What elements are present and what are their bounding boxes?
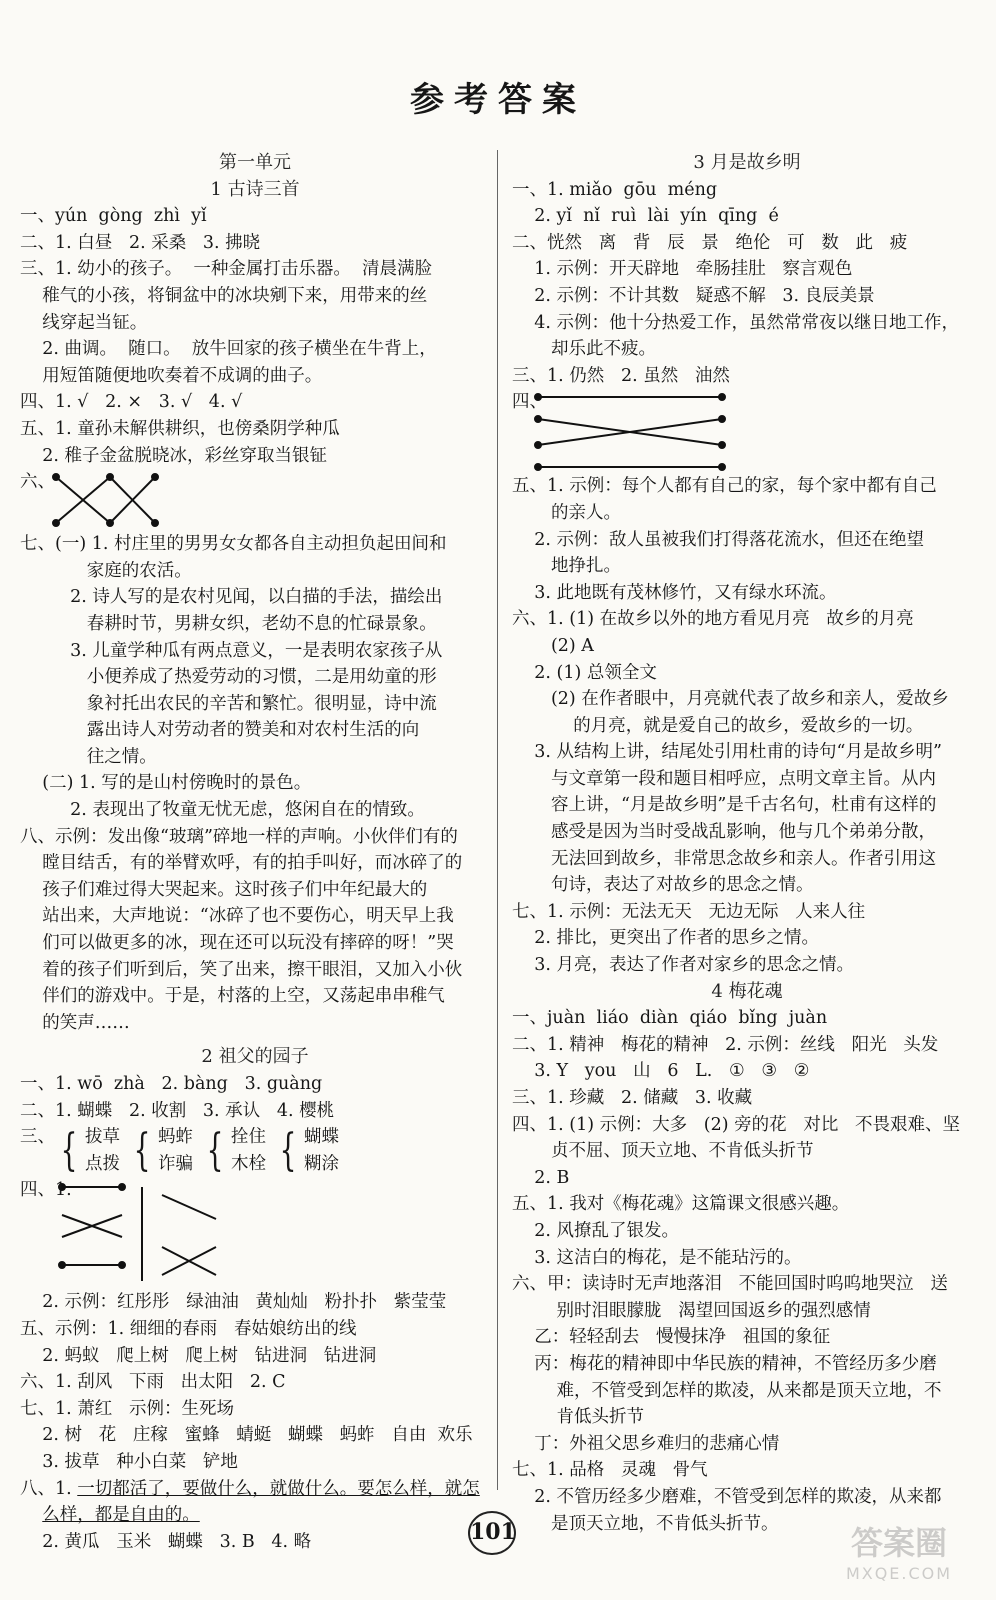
answer-line: 六、1. (1) 在故乡以外的地方看见月亮 故乡的月亮 [512, 609, 914, 630]
answer-line: 二、1. 蝴蝶 2. 收割 3. 承认 4. 樱桃 [20, 1100, 335, 1121]
answer-line: 小便养成了热爱劳动的习惯，二是用幼童的形 [20, 667, 437, 688]
answer-line: 2. 示例：红彤彤 绿油油 黄灿灿 粉扑扑 紫莹莹 [20, 1292, 447, 1313]
answer-line: 五、1. 童孙未解供耕织，也傍桑阴学种瓜 [20, 418, 340, 439]
page-number: 101 [468, 1511, 516, 1555]
answer-line: 肯低头折节 [512, 1407, 645, 1428]
answer-line: 乙：轻轻刮去 慢慢抹净 祖国的象征 [512, 1327, 831, 1348]
word-pair-group [55, 1124, 120, 1177]
answer-line: 贞不屈、顶天立地、不肯低头折节 [512, 1141, 814, 1162]
answer-line: 2. 蚂蚁 爬上树 爬上树 钻进洞 钻进洞 [20, 1345, 377, 1366]
answer-line: 春耕时节，男耕女织，老幼不息的忙碌景象。 [20, 613, 437, 634]
answer-line: 二、1. 精神 梅花的精神 2. 示例：丝线 阳光 头发 [512, 1034, 939, 1055]
answer-line: 3. 从结构上讲，结尾处引用杜甫的诗句“月是故乡明” [512, 742, 942, 763]
lesson-1-matching [20, 469, 490, 531]
answer-line: 八、示例：发出像“玻璃”碎地一样的声响。小伙伴们有的 [20, 826, 458, 847]
brace-icon: { [133, 1124, 151, 1176]
answer-line: 七、1. 品格 灵魂 骨气 [512, 1460, 708, 1481]
answer-line: (二) 1. 写的是山村傍晚时的景色。 [20, 773, 312, 794]
answer-line: 五、1. 示例：每个人都有自己的家，每个家中都有自己 [512, 476, 937, 497]
answer-line: 一、juàn liáo diàn qiáo bǐng juàn [512, 1008, 828, 1029]
answer-line: 五、示例：1. 细细的春雨 春姑娘纺出的线 [20, 1318, 357, 1339]
lesson-2-answers-continued [20, 1289, 490, 1475]
word-pair-group [274, 1124, 339, 1177]
answer-line: 站出来，大声地说：“冰碎了也不要伤心，明天早上我 [20, 906, 454, 927]
answer-line: 的亲人。 [512, 502, 621, 523]
answer-line: (2) A [512, 635, 594, 656]
lesson-2-answers [20, 1071, 490, 1124]
section-label: 六、 [20, 472, 55, 493]
answer-line: 的月亮，就是爱自己的故乡，爱故乡的一切。 [512, 715, 924, 736]
word: 拔草 [85, 1127, 120, 1148]
answer-line: 2. 排比，更突出了作者的思乡之情。 [512, 928, 820, 949]
section-label: 三、 [20, 1127, 55, 1148]
answer-line: 八、1. 一切都活了，要做什么，就做什么。要怎么样，就怎 [20, 1478, 480, 1499]
brace-icon: { [279, 1124, 297, 1176]
lesson-1-answers-continued [20, 531, 490, 1036]
answer-line: 2. 不管历经多少磨难，不管受到怎样的欺凌，从来都 [512, 1486, 942, 1507]
answer-line: 七、(一) 1. 村庄里的男男女女都各自主动担负起田间和 [20, 534, 447, 555]
lesson-1-title: 1 古诗三首 [210, 178, 300, 200]
answer-line: 露出诗人对劳动者的赞美和对农村生活的向 [20, 720, 420, 741]
word-pair-group [201, 1124, 266, 1177]
answer-line: 2. 黄瓜 玉米 蝴蝶 3. B 4. 略 [20, 1531, 312, 1552]
answer-line: 么样，都是自由的。 [42, 1505, 200, 1526]
lesson-4-answers [512, 1005, 982, 1537]
answer-line: 瞠目结舌，有的举臂欢呼，有的拍手叫好，而冰碎了的 [20, 853, 463, 874]
answer-line: 2. B [512, 1167, 570, 1188]
word: 糊涂 [304, 1153, 339, 1174]
answer-line: 容上讲，“月是故乡明”是千古名句，杜甫有这样的 [512, 795, 937, 816]
answer-line: 1. 示例：开天辟地 牵肠挂肚 察言观色 [512, 259, 853, 280]
answer-line: 七、1. 示例：无法无天 无边无际 人来人往 [512, 901, 866, 922]
answer-line: 3. 月亮，表达了作者对家乡的思念之情。 [512, 955, 855, 976]
lesson-3-title: 3 月是故乡明 [693, 152, 801, 173]
lesson-3-answers [512, 177, 982, 390]
brace-icon: { [206, 1124, 224, 1176]
answer-line: 2. 树 花 庄稼 蜜蜂 蜻蜓 蝴蝶 蚂蚱 自由 欢乐 [20, 1425, 473, 1446]
answer-line: 3. 这洁白的梅花，是不能玷污的。 [512, 1247, 802, 1268]
lesson-4-title: 4 梅花魂 [711, 980, 783, 1002]
answer-line: 3. 此地既有茂林修竹，又有绿水环流。 [512, 582, 837, 603]
answer-line: 家庭的农活。 [20, 560, 192, 581]
answer-line: 4. 示例：他十分热爱工作，虽然常常夜以继日地工作， [512, 312, 960, 333]
answer-line: 3. 拔草 种小白菜 铲地 [20, 1451, 238, 1472]
lesson-3-answers-continued [512, 473, 982, 978]
answer-line: 伴们的游戏中。于是，村落的上空，又荡起串串稚气 [20, 986, 445, 1007]
answer-line: 地挣扎。 [512, 556, 621, 577]
answer-line: 一、yún gòng zhì yǐ [20, 206, 207, 227]
answer-line: 难，不管受到怎样的欺凌，从来都是顶天立地，不 [512, 1380, 942, 1401]
lesson-2-braces [20, 1124, 490, 1177]
lesson-1-answers [20, 203, 490, 469]
unit-heading: 第一单元 [219, 152, 291, 173]
page-title: 参考答案 [410, 80, 586, 120]
answer-line: 2. 示例：敌人虽被我们打得落花流水，但还在绝望 [512, 529, 925, 550]
answer-line: 丙：梅花的精神即中华民族的精神，不管经历多少磨 [512, 1353, 937, 1374]
answer-line: 稚气的小孩，将铜盆中的冰块剜下来，用带来的丝 [20, 285, 428, 306]
answer-line: 2. 表现出了牧童无忧无虑，悠闲自在的情致。 [20, 800, 425, 821]
lesson-2-matching [20, 1177, 490, 1289]
word: 木栓 [231, 1153, 266, 1174]
lesson-2-title: 2 祖父的园子 [201, 1046, 309, 1068]
answer-line: 线穿起当钲。 [20, 312, 148, 333]
right-column [512, 150, 982, 1537]
answer-line: 与文章第一段和题目相呼应，点明文章主旨。从内 [512, 768, 936, 789]
section-label: 四、1. [20, 1180, 72, 1201]
answer-line: 感受是因为当时受战乱影响，他与几个弟弟分散， [512, 822, 936, 843]
answer-line: 六、1. 刮风 下雨 出太阳 2. C [20, 1372, 286, 1393]
lesson-3-matching [512, 389, 982, 473]
answer-line: 五、1. 我对《梅花魂》这篇课文很感兴趣。 [512, 1194, 850, 1215]
answer-line: 2. (1) 总领全文 [512, 662, 657, 683]
answer-line: 往之情。 [20, 746, 157, 767]
answer-line: 二、1. 白昼 2. 采桑 3. 拂晓 [20, 232, 261, 253]
answer-line: 三、1. 幼小的孩子。 一种金属打击乐器。 清晨满脸 [20, 259, 433, 280]
section-label: 四、 [512, 392, 547, 413]
answer-line: 却乐此不疲。 [512, 339, 656, 360]
answer-line: 是顶天立地，不肯低头折节。 [512, 1513, 779, 1534]
word: 拴住 [231, 1127, 266, 1148]
answer-line: 2. 诗人写的是农村见闻，以白描的手法，描绘出 [20, 587, 443, 608]
word-pair-group [128, 1124, 193, 1177]
answer-line: 象衬托出农民的辛苦和繁忙。很明显，诗中流 [20, 693, 437, 714]
answer-line: 句诗，表达了对故乡的思念之情。 [512, 875, 814, 896]
answer-line: 一、1. wō zhà 2. bàng 3. guàng [20, 1074, 323, 1094]
word: 蚂蚱 [158, 1127, 193, 1148]
answer-line: 2. 稚子金盆脱晓冰，彩丝穿取当银钲 [20, 445, 328, 466]
watermark-logo: 答案圈 MXQE.COM [845, 1524, 953, 1583]
answer-line: 用短笛随便地吹奏着不成调的曲子。 [20, 365, 323, 386]
answer-line: 一、1. miǎo gōu méng [512, 179, 718, 200]
word: 诈骗 [158, 1153, 193, 1174]
answer-line: 3. Y you 山 6 L. ① ③ ② [512, 1061, 810, 1082]
answer-line: (2) 在作者眼中，月亮就代表了故乡和亲人，爱故乡 [512, 689, 949, 710]
answer-line: 3. 儿童学种瓜有两点意义，一是表明农家孩子从 [20, 640, 443, 661]
answer-line: 2. yǐ nǐ ruì lài yín qīng é [512, 206, 779, 227]
left-column [20, 150, 490, 1555]
answer-line: 四、1. (1) 示例：大多 (2) 旁的花 对比 不畏艰难、坚 [512, 1114, 961, 1135]
answer-line: 着的孩子们听到后，笑了出来，擦干眼泪，又加入小伙 [20, 959, 463, 980]
answer-line: 四、1. √ 2. × 3. √ 4. √ [20, 392, 243, 413]
answer-line: 二、恍然 离 背 辰 景 绝伦 可 数 此 疲 [512, 232, 908, 253]
word: 点拨 [85, 1153, 120, 1174]
answer-line: 孩子们难过得大哭起来。这时孩子们中年纪最大的 [20, 879, 428, 900]
answer-line: 们可以做更多的冰，现在还可以玩没有摔碎的呀！”哭 [20, 933, 454, 954]
answer-line: 六、甲：读诗时无声地落泪 不能回国时呜呜地哭泣 送 [512, 1274, 948, 1295]
answer-line: 的笑声…… [20, 1012, 130, 1033]
answer-line: 三、1. 珍藏 2. 储藏 3. 收藏 [512, 1088, 753, 1108]
answer-line: 三、1. 仍然 2. 虽然 油然 [512, 365, 730, 386]
answer-line: 七、1. 萧红 示例：生死场 [20, 1398, 234, 1419]
answer-line: 2. 示例：不计其数 疑惑不解 3. 良辰美景 [512, 285, 875, 306]
column-divider [497, 150, 498, 1490]
answer-line: 2. 风撩乱了银发。 [512, 1220, 680, 1241]
word: 蝴蝶 [304, 1127, 339, 1148]
answer-line: 丁：外祖父思乡难归的悲痛心情 [512, 1433, 780, 1454]
answer-line: 别时泪眼朦胧 渴望回国返乡的强烈感情 [512, 1300, 871, 1321]
answer-line: 2. 曲调。 随口。 放牛回家的孩子横坐在牛背上， [20, 339, 437, 360]
brace-icon: { [60, 1124, 78, 1176]
answer-line: 无法回到故乡，非常思念故乡和亲人。作者引用这 [512, 848, 936, 869]
